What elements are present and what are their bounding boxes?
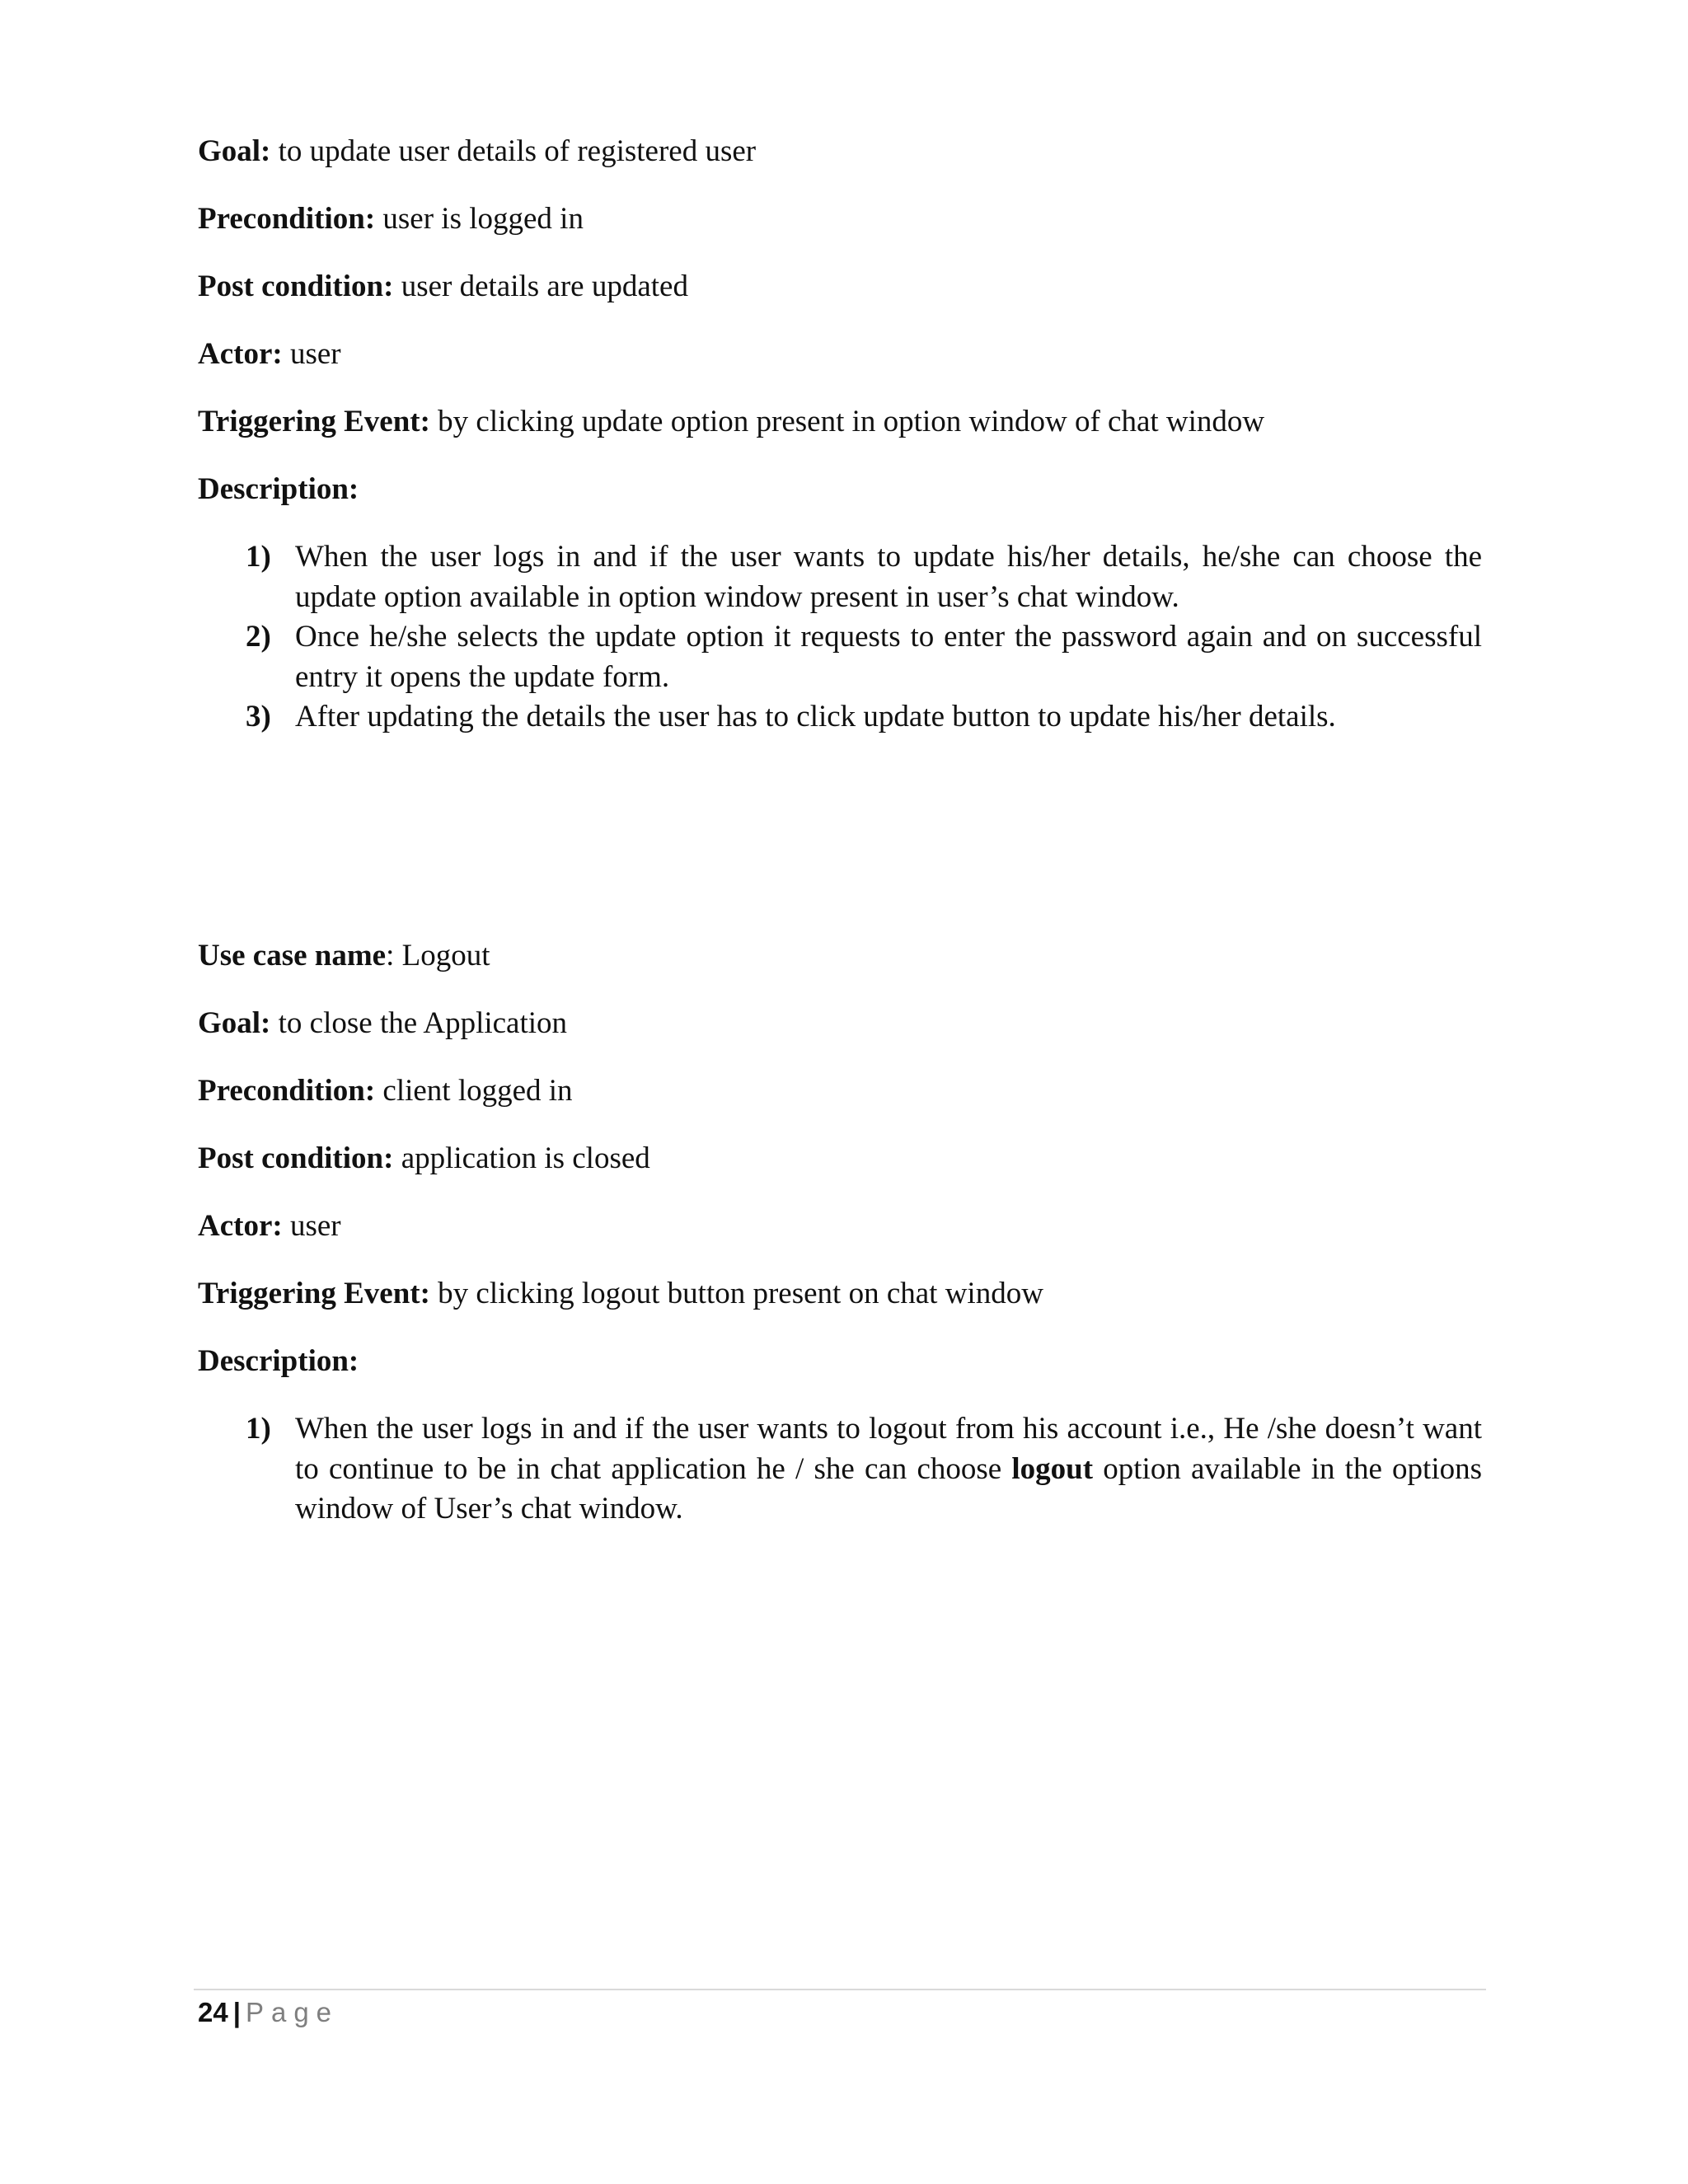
list-item-text: After updating the details the user has to click update button to update his/her details. <box>295 700 1336 733</box>
trigger-label: Triggering Event: <box>198 405 430 438</box>
list-item-text-after: option available in the options window of User’s chat window. <box>295 1451 1483 1526</box>
postcondition-field <box>198 1139 650 1179</box>
description-label: Description: <box>198 1344 359 1378</box>
postcondition-value: application is closed <box>393 1141 650 1175</box>
actor-field <box>198 1207 341 1246</box>
postcondition-label: Post condition: <box>198 269 394 303</box>
precondition-label: Precondition: <box>198 1074 376 1108</box>
trigger-label: Triggering Event: <box>198 1277 430 1310</box>
goal-label: Goal: <box>198 1006 271 1040</box>
list-item-number: 3) <box>246 700 271 733</box>
page-number: 24 <box>198 1997 228 2027</box>
list-item <box>198 697 1482 738</box>
page-label: Page <box>245 1997 340 2027</box>
list-item-number: 1) <box>246 1412 271 1446</box>
trigger-value: by clicking update option present in option window of chat window <box>429 405 1265 438</box>
postcondition-label: Post condition: <box>198 1141 394 1175</box>
trigger-field <box>198 1274 1043 1314</box>
goal-field <box>198 132 756 171</box>
page-footer <box>198 1993 339 2032</box>
goal-value: to close the Application <box>270 1006 568 1040</box>
goal-value: to update user details of registered user <box>270 134 757 168</box>
list-item-bold-keyword: logout <box>1011 1451 1094 1486</box>
postcondition-field <box>198 267 688 307</box>
trigger-field <box>198 402 1264 442</box>
description-list <box>198 537 1482 738</box>
description-list <box>198 1409 1482 1530</box>
precondition-field <box>198 199 584 239</box>
usecase-name-label: Use case name <box>198 939 387 972</box>
postcondition-value: user details are updated <box>393 269 688 303</box>
actor-field <box>198 335 341 374</box>
list-item <box>198 617 1482 697</box>
actor-value: user <box>282 1209 341 1243</box>
precondition-value: user is logged in <box>375 202 584 236</box>
list-item-text: When the user logs in and if the user wants to update his/her details, he/she can choose the update option available in option window present in user’s chat window. <box>295 540 1482 614</box>
footer-separator: | <box>232 1997 241 2027</box>
description-heading <box>198 1342 359 1381</box>
usecase-name-field <box>198 936 490 976</box>
usecase-name-value: : Logout <box>386 939 490 972</box>
list-item-text-before: When the user logs in and if the user wants to logout from his account i.e., He /she doesn’t want to continue to be in chat application he / she can choose <box>295 1412 1482 1486</box>
footer-divider <box>194 1989 1486 1990</box>
goal-label: Goal: <box>198 134 271 168</box>
list-item-number: 2) <box>246 620 271 654</box>
list-item <box>198 1409 1482 1530</box>
actor-label: Actor: <box>198 337 283 371</box>
actor-value: user <box>282 337 341 371</box>
description-label: Description: <box>198 472 359 506</box>
actor-label: Actor: <box>198 1209 283 1243</box>
precondition-value: client logged in <box>375 1074 573 1108</box>
precondition-field <box>198 1071 573 1111</box>
trigger-value: by clicking logout button present on chat window <box>429 1277 1043 1310</box>
precondition-label: Precondition: <box>198 202 376 236</box>
description-heading <box>198 470 359 509</box>
list-item <box>198 537 1482 617</box>
list-item-number: 1) <box>246 540 271 574</box>
list-item-text: Once he/she selects the update option it requests to enter the password again and on successful entry it opens the update form. <box>295 620 1482 694</box>
goal-field <box>198 1004 567 1043</box>
